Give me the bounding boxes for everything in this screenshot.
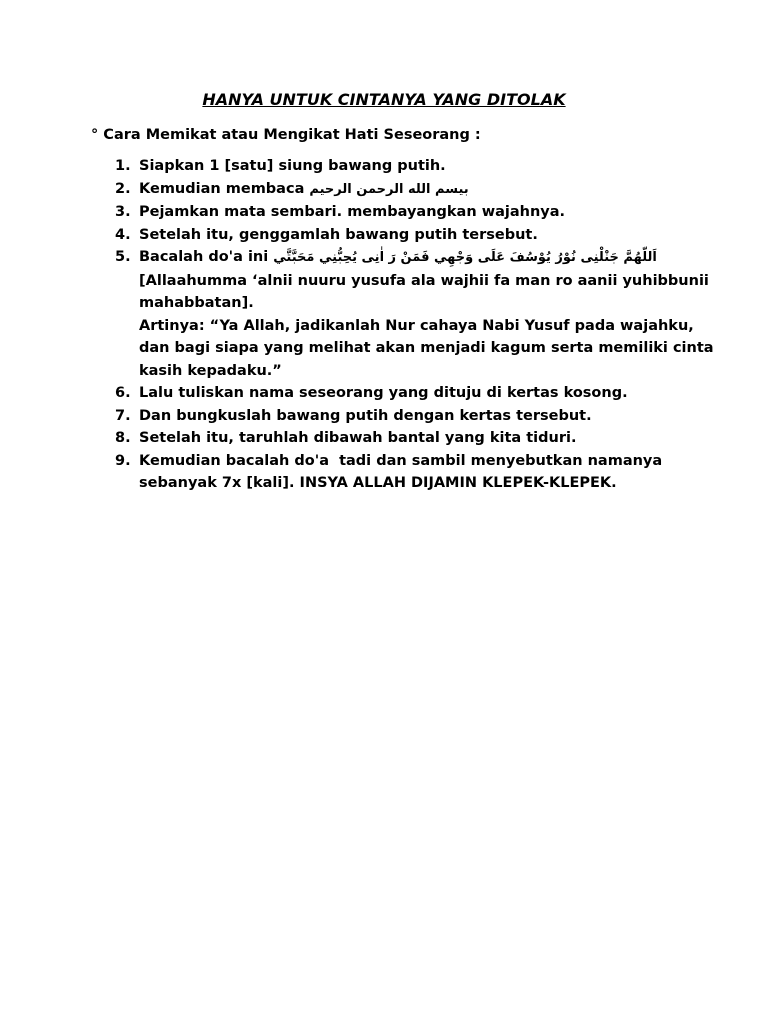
list-item: [0, 201, 768, 224]
intro-line: ° Cara Memikat atau Mengikat Hati Seseorang :: [91, 127, 481, 143]
item-text: Kemudian bacalah do'a tadi dan sambil menyebutkan namanya: [139, 452, 663, 469]
item-number: 9.: [115, 452, 131, 469]
list-item: [0, 382, 768, 405]
item-number: 3.: [115, 204, 131, 220]
arabic-basmala: بيسم الله الرحمن الرحيم: [309, 181, 469, 197]
list-item: [0, 405, 768, 428]
translation-line: Artinya: “Ya Allah, jadikanlah Nur cahaya Nabi Yusuf pada wajahku,: [139, 317, 694, 334]
item-number: 1.: [115, 158, 131, 174]
list-item: [0, 427, 768, 450]
item-number: 5.: [115, 249, 131, 265]
item-text: Pejamkan mata sembari. membayangkan wajahnya.: [139, 204, 566, 220]
translation-line: kasih kepadaku.”: [139, 362, 282, 379]
item-text: Lalu tuliskan nama seseorang yang dituju di kertas kosong.: [139, 385, 628, 401]
list-item: [0, 224, 768, 247]
steps-list: [0, 155, 768, 495]
item-text: Siapkan 1 [satu] siung bawang putih.: [139, 158, 446, 174]
item-text: Bacalah do'a ini: [139, 249, 269, 265]
list-item: [0, 155, 768, 178]
item-number: 4.: [115, 226, 131, 243]
item-text: Kemudian membaca: [139, 180, 305, 197]
item-number: 7.: [115, 407, 131, 424]
item-text: Setelah itu, taruhlah dibawah bantal yang kita tiduri.: [139, 430, 577, 446]
list-item: [0, 450, 768, 495]
document-title: HANYA UNTUK CINTANYA YANG DITOLAK: [202, 90, 566, 109]
list-item: [0, 178, 768, 202]
item-text-continued: sebanyak 7x [kali]. INSYA ALLAH DIJAMIN KLEPEK-KLEPEK.: [139, 475, 617, 491]
transliteration-line: mahabbatan].: [139, 295, 254, 311]
item-text: Dan bungkuslah bawang putih dengan kertas tersebut.: [139, 407, 592, 424]
list-item: [0, 246, 768, 382]
transliteration-line: [Allaahumma ‘alnii nuuru yusufa ala wajhii fa man ro aanii yuhibbunii: [139, 272, 709, 289]
arabic-prayer: اَللّهُمَّ جَنْلْنِى نُوْرُ يُوْسُفَ عَلَى وَجْهِي فَمَنْ رَ اٰنِى يُحِبُّنِي مَحَبَّتَّي: [273, 250, 657, 265]
item-number: 8.: [115, 430, 131, 446]
item-number: 2.: [115, 180, 131, 197]
item-number: 6.: [115, 385, 131, 401]
translation-line: dan bagi siapa yang melihat akan menjadi kagum serta memiliki cinta: [139, 340, 714, 356]
item-text: Setelah itu, genggamlah bawang putih tersebut.: [139, 226, 538, 243]
